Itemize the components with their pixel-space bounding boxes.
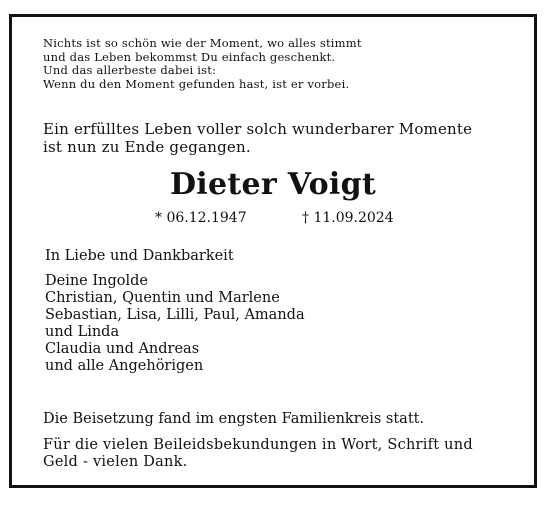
intro-line: ist nun zu Ende gegangen. [43,138,251,156]
birth-date: * 06.12.1947 [155,210,247,226]
thanks-line: Geld - vielen Dank. [43,454,188,470]
mourner-line: Deine Ingolde [45,273,148,289]
intro-text [43,120,472,156]
thanks-line: Für die vielen Beileidsbekundungen in Wort, Schrift und [43,437,473,453]
intro-line: Ein erfülltes Leben voller solch wunderbarer Momente [43,120,473,138]
mourner-line: und alle Angehörigen [45,358,204,374]
obituary-notice [9,14,537,488]
burial-note: Die Beisetzung fand im engsten Familienkreis statt. [43,411,425,427]
mourner-line: und Linda [45,324,120,340]
poem-line: und das Leben bekommst Du einfach geschenkt. [43,49,336,64]
poem-line: Wenn du den Moment gefunden hast, ist er vorbei. [43,76,350,91]
poem-line: Und das allerbeste dabei ist: [43,63,217,78]
greeting-line: In Liebe und Dankbarkeit [45,248,234,264]
mourner-line: Christian, Quentin und Marlene [45,290,280,306]
mourners-list [45,273,305,375]
opening-poem [43,37,362,91]
thanks-note [43,437,513,471]
mourner-line: Claudia und Andreas [45,341,200,357]
poem-line: Nichts ist so schön wie der Moment, wo alles stimmt [43,36,362,50]
death-date: † 11.09.2024 [302,210,394,226]
deceased-name: Dieter Voigt [169,167,377,202]
mourner-line: Sebastian, Lisa, Lilli, Paul, Amanda [45,307,305,323]
